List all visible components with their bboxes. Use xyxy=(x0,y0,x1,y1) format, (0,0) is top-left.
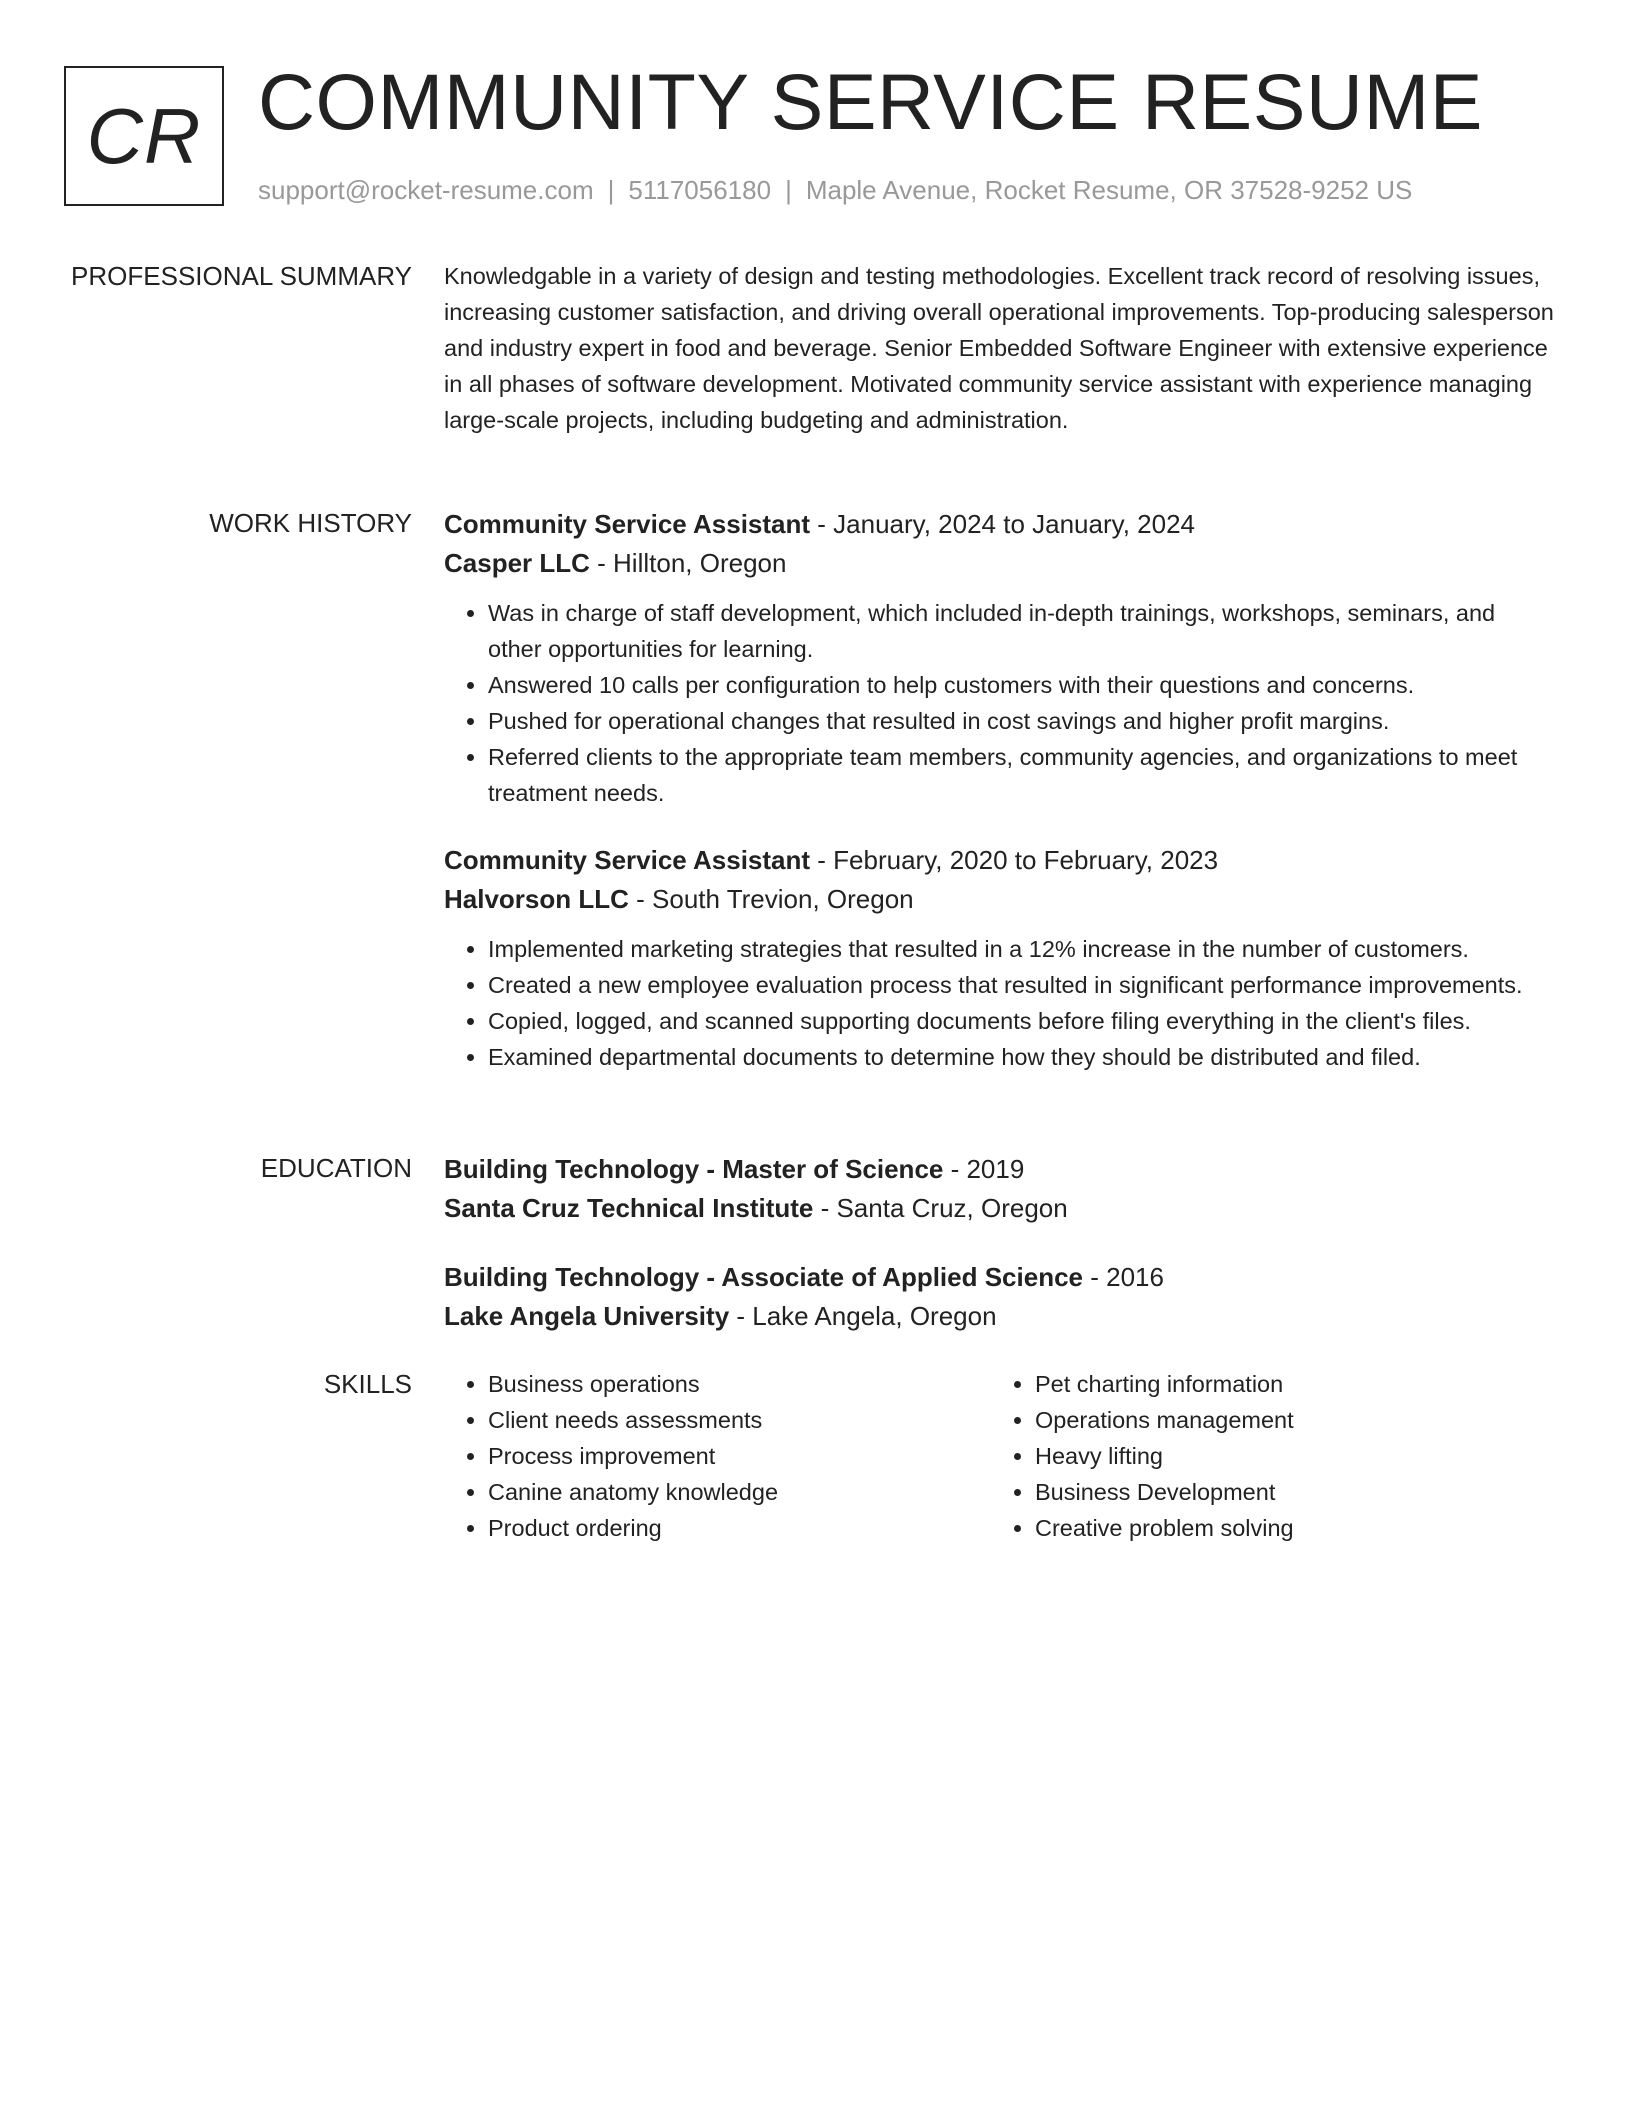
job-entry xyxy=(444,841,1554,1075)
degree-line xyxy=(444,1150,1554,1189)
monogram-badge xyxy=(64,66,224,206)
skill-item: • Pet charting information xyxy=(1035,1366,1538,1402)
contact-line xyxy=(258,172,1412,208)
job-bullet: • Implemented marketing strategies that resulted in a 12% increase in the number of customers. xyxy=(488,931,1554,967)
contact-email: support@rocket-resume.com xyxy=(258,175,594,205)
section-heading-summary: PROFESSIONAL SUMMARY xyxy=(71,261,412,291)
degree-year: - 2019 xyxy=(943,1154,1025,1184)
skill-item: • Business operations xyxy=(488,1366,991,1402)
degree-year: - 2016 xyxy=(1083,1262,1164,1292)
job-company-line xyxy=(444,544,1554,583)
skills-list xyxy=(991,1366,1538,1546)
job-dates: - January, 2024 to January, 2024 xyxy=(810,509,1195,539)
job-entry xyxy=(444,505,1554,811)
job-company-line xyxy=(444,880,1554,919)
education-entry xyxy=(444,1150,1554,1228)
skill-item: • Heavy lifting xyxy=(1035,1438,1538,1474)
skill-item: • Canine anatomy knowledge xyxy=(488,1474,991,1510)
job-bullet: • Pushed for operational changes that resulted in cost savings and higher profit margins. xyxy=(488,703,1554,739)
job-bullet: • Answered 10 calls per configuration to help customers with their questions and concerns. xyxy=(488,667,1554,703)
contact-phone: 5117056180 xyxy=(628,175,772,205)
job-title-line xyxy=(444,841,1554,880)
skill-item: • Product ordering xyxy=(488,1510,991,1546)
contact-address: Maple Avenue, Rocket Resume, OR 37528-9252 US xyxy=(805,175,1413,205)
job-title: Community Service Assistant xyxy=(444,845,811,875)
school-location: - Santa Cruz, Oregon xyxy=(813,1193,1068,1223)
school: Lake Angela University xyxy=(444,1301,730,1331)
job-bullet: • Examined departmental documents to determine how they should be distributed and filed. xyxy=(488,1039,1554,1075)
summary-body xyxy=(444,258,1554,438)
job-company: Halvorson LLC xyxy=(444,884,629,914)
monogram-initials: CR xyxy=(86,91,202,180)
school-location: - Lake Angela, Oregon xyxy=(729,1301,997,1331)
job-location: - South Trevion, Oregon xyxy=(628,884,914,914)
contact-separator: | xyxy=(607,175,615,205)
skills-column-right xyxy=(991,1366,1538,1546)
job-bullet: • Referred clients to the appropriate team members, community agencies, and organizations to meet treatment needs. xyxy=(488,739,1554,811)
skills-column-left xyxy=(444,1366,991,1546)
skill-item: • Client needs assessments xyxy=(488,1402,991,1438)
skill-item: • Business Development xyxy=(1035,1474,1538,1510)
skills-body xyxy=(444,1366,1554,1546)
job-company: Casper LLC xyxy=(444,548,590,578)
contact-separator: | xyxy=(785,175,792,205)
job-bullet: • Created a new employee evaluation process that resulted in significant performance improvements. xyxy=(488,967,1554,1003)
degree: Building Technology - Master of Science xyxy=(444,1154,944,1184)
job-dates: - February, 2020 to February, 2023 xyxy=(810,845,1219,875)
job-bullets xyxy=(444,931,1554,1075)
job-title-line xyxy=(444,505,1554,544)
skill-item: • Process improvement xyxy=(488,1438,991,1474)
resume-title: COMMUNITY SERVICE RESUME xyxy=(258,57,1483,146)
job-bullet: • Was in charge of staff development, which included in-depth trainings, workshops, seminars, and other opportunities for learning. xyxy=(488,595,1554,667)
section-heading-skills: SKILLS xyxy=(323,1369,412,1399)
work-history-body xyxy=(444,505,1554,1075)
job-location: - Hillton, Oregon xyxy=(589,548,787,578)
skills-list xyxy=(444,1366,991,1546)
school: Santa Cruz Technical Institute xyxy=(444,1193,814,1223)
job-title: Community Service Assistant xyxy=(444,509,811,539)
education-body xyxy=(444,1150,1554,1336)
degree: Building Technology - Associate of Applied Science xyxy=(444,1262,1084,1292)
school-line xyxy=(444,1189,1554,1228)
summary-text: Knowledgable in a variety of design and testing methodologies. Excellent track record of resolving issues, increasing customer satisfaction, and driving overall operational improvements. Top-producing salesperson and industry expert in food and beverage. Senior Embedded Software Engineer with extensive experience in all phases of software development. Motivated community service assistant with experience managing large-scale projects, including budgeting and administration. xyxy=(444,263,1554,433)
degree-line xyxy=(444,1258,1554,1297)
school-line xyxy=(444,1297,1554,1336)
section-heading-work-history: WORK HISTORY xyxy=(209,508,412,538)
job-bullets xyxy=(444,595,1554,811)
education-entry xyxy=(444,1258,1554,1336)
section-heading-education: EDUCATION xyxy=(260,1153,412,1183)
job-bullet: • Copied, logged, and scanned supporting documents before filing everything in the client's files. xyxy=(488,1003,1554,1039)
skill-item: • Operations management xyxy=(1035,1402,1538,1438)
skill-item: • Creative problem solving xyxy=(1035,1510,1538,1546)
